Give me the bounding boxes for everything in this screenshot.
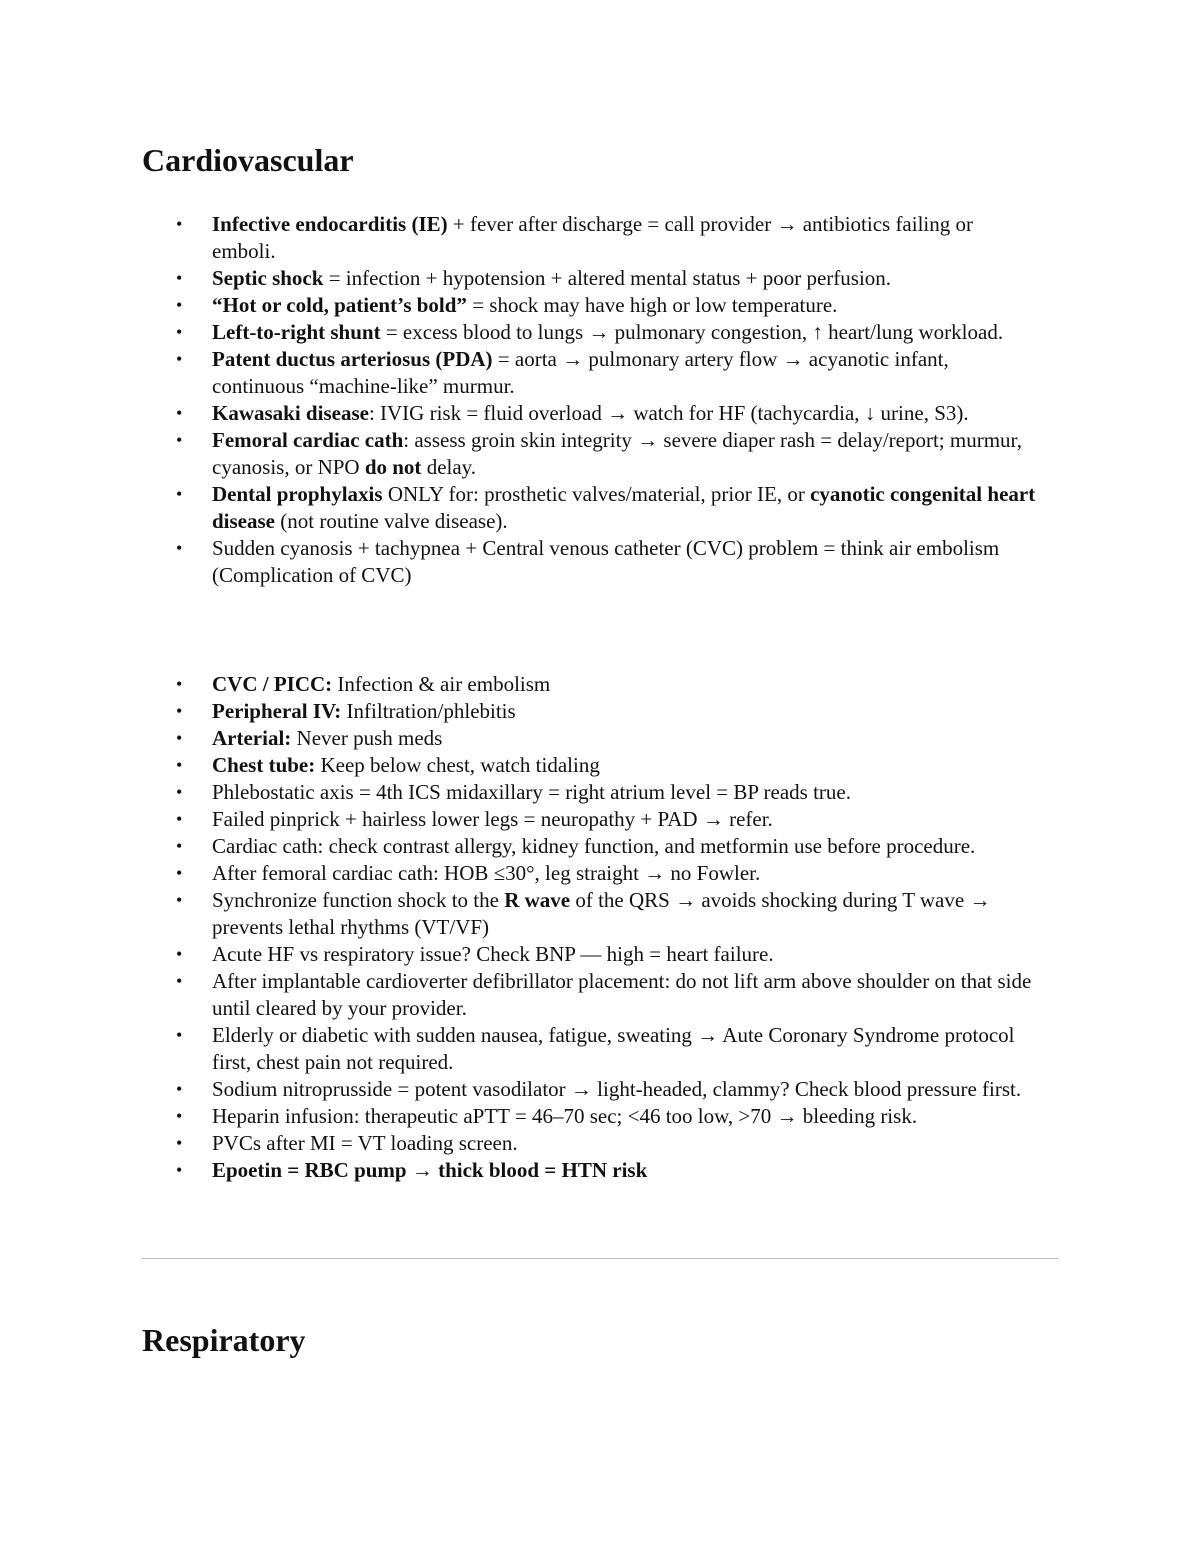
lines-and-procedures-notes-list bbox=[180, 671, 1040, 1184]
note-text: delay. bbox=[421, 455, 477, 479]
bold-term: Infective endocarditis (IE) bbox=[212, 212, 448, 236]
note-text: = shock may have high or low temperature. bbox=[466, 293, 838, 317]
list-item bbox=[180, 481, 1040, 535]
bold-term: Dental prophylaxis bbox=[212, 482, 383, 506]
note-text: Elderly or diabetic with sudden nausea, fatigue, sweating → Aute Coronary Syndrome protocol first, chest pain not required. bbox=[212, 1023, 1015, 1074]
note-text: Acute HF vs respiratory issue? Check BNP — high = heart failure. bbox=[212, 942, 774, 966]
bold-term: do not bbox=[364, 455, 422, 479]
section-divider bbox=[142, 1258, 1058, 1259]
note-text: Heparin infusion: therapeutic aPTT = 46–70 sec; <46 too low, >70 → bleeding risk. bbox=[212, 1104, 918, 1128]
list-item bbox=[180, 806, 1040, 833]
list-item bbox=[180, 292, 1040, 319]
note-text: + fever after discharge = call provider → antibiotics failing or emboli. bbox=[212, 212, 973, 263]
note-text: : assess groin skin integrity → severe diaper rash = delay/report; murmur, cyanosis, or NPO bbox=[212, 428, 1022, 479]
list-item bbox=[180, 319, 1040, 346]
list-item bbox=[180, 887, 1040, 941]
list-item bbox=[180, 1130, 1040, 1157]
list-item bbox=[180, 427, 1040, 481]
note-text: Infection & air embolism bbox=[332, 672, 551, 696]
note-text: = infection + hypotension + altered mental status + poor perfusion. bbox=[323, 266, 892, 290]
bold-term: Left-to-right shunt bbox=[212, 320, 381, 344]
bold-term: Femoral cardiac cath bbox=[212, 428, 404, 452]
bold-term: Epoetin = RBC pump → thick blood = HTN risk bbox=[212, 1158, 648, 1182]
bold-term: Peripheral IV: bbox=[212, 699, 342, 723]
bold-term: Arterial: bbox=[212, 726, 292, 750]
list-item bbox=[180, 211, 1040, 265]
list-item bbox=[180, 400, 1040, 427]
note-text: Never push meds bbox=[291, 726, 443, 750]
section-heading-cardiovascular: Cardiovascular bbox=[142, 142, 354, 178]
cardiovascular-notes-list bbox=[180, 211, 1040, 589]
list-item bbox=[180, 1022, 1040, 1076]
note-text: After femoral cardiac cath: HOB ≤30°, leg straight → no Fowler. bbox=[212, 861, 761, 885]
list-item bbox=[180, 671, 1040, 698]
list-item bbox=[180, 698, 1040, 725]
note-text: (not routine valve disease). bbox=[275, 509, 508, 533]
list-item bbox=[180, 941, 1040, 968]
note-text: of the QRS → avoids shocking during T wave → prevents lethal rhythms (VT/VF) bbox=[212, 888, 991, 939]
bold-term: Kawasaki disease bbox=[212, 401, 369, 425]
section-heading-respiratory: Respiratory bbox=[142, 1322, 306, 1358]
list-item bbox=[180, 860, 1040, 887]
list-item bbox=[180, 779, 1040, 806]
note-text: Cardiac cath: check contrast allergy, kidney function, and metformin use before procedure. bbox=[212, 834, 976, 858]
bold-term: Patent ductus arteriosus (PDA) bbox=[212, 347, 493, 371]
list-item bbox=[180, 535, 1040, 589]
note-text: Synchronize function shock to the bbox=[212, 888, 505, 912]
list-item bbox=[180, 752, 1040, 779]
note-text: = aorta → pulmonary artery flow → acyanotic infant, continuous “machine-like” murmur. bbox=[212, 347, 949, 398]
note-text: Failed pinprick + hairless lower legs = neuropathy + PAD → refer. bbox=[212, 807, 773, 831]
bold-term: CVC / PICC: bbox=[212, 672, 333, 696]
bold-term: Septic shock bbox=[212, 266, 324, 290]
list-item bbox=[180, 968, 1040, 1022]
note-text: : IVIG risk = fluid overload → watch for HF (tachycardia, ↓ urine, S3). bbox=[368, 401, 969, 425]
list-item bbox=[180, 265, 1040, 292]
list-item bbox=[180, 1103, 1040, 1130]
note-text: = excess blood to lungs → pulmonary congestion, ↑ heart/lung workload. bbox=[380, 320, 1004, 344]
note-text: Phlebostatic axis = 4th ICS midaxillary = right atrium level = BP reads true. bbox=[212, 780, 851, 804]
bold-term: Chest tube: bbox=[212, 753, 316, 777]
list-item bbox=[180, 1076, 1040, 1103]
note-text: PVCs after MI = VT loading screen. bbox=[212, 1131, 518, 1155]
list-item bbox=[180, 833, 1040, 860]
note-text: Sodium nitroprusside = potent vasodilator → light-headed, clammy? Check blood pressure first. bbox=[212, 1077, 1022, 1101]
note-text: Infiltration/phlebitis bbox=[341, 699, 516, 723]
note-text: After implantable cardioverter defibrillator placement: do not lift arm above shoulder on that side until cleared by your provider. bbox=[212, 969, 1032, 1020]
list-item bbox=[180, 1157, 1040, 1184]
note-text: ONLY for: prosthetic valves/material, prior IE, or bbox=[382, 482, 811, 506]
note-text: Sudden cyanosis + tachypnea + Central venous catheter (CVC) problem = think air embolism (Complication of CVC) bbox=[212, 536, 1000, 587]
list-item bbox=[180, 725, 1040, 752]
list-item bbox=[180, 346, 1040, 400]
note-text: Keep below chest, watch tidaling bbox=[315, 753, 600, 777]
bold-term: cyanotic congenital heart disease bbox=[212, 482, 1036, 533]
bold-term: “Hot or cold, patient’s bold” bbox=[212, 293, 467, 317]
bold-term: R wave bbox=[504, 888, 571, 912]
